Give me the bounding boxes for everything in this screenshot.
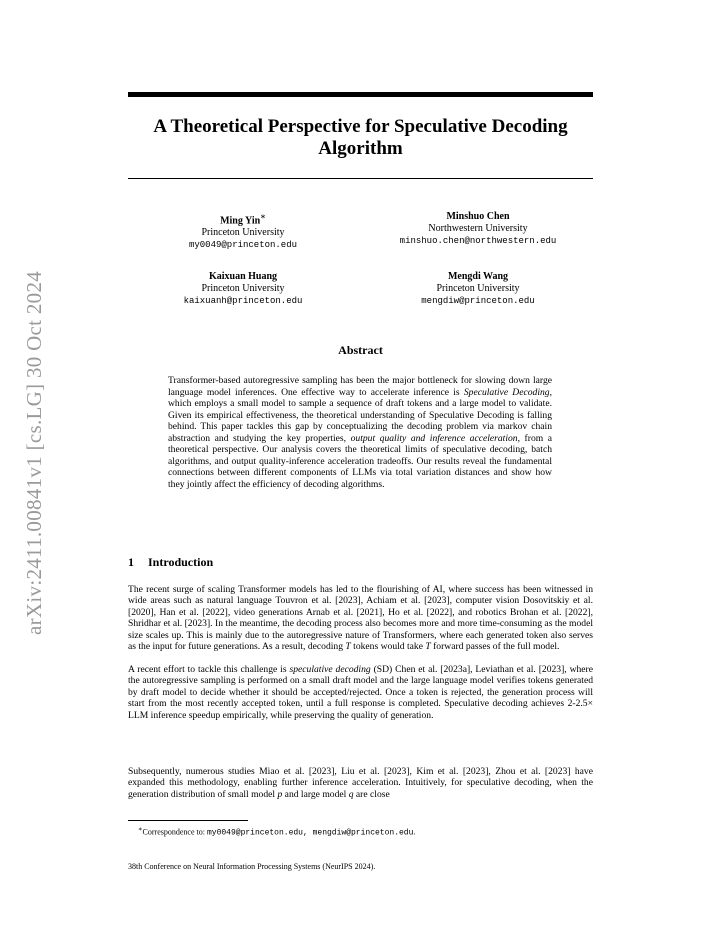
author-affiliation: Northwestern University [428, 223, 528, 234]
footnote-mark: ∗ [138, 826, 143, 833]
math-variable: T [425, 641, 431, 653]
abstract-emphasis: Speculative Decoding [463, 386, 550, 398]
paragraph-text: forward passes of the full model. [430, 641, 560, 653]
section-heading [128, 555, 593, 570]
abstract-text: Transformer-based autoregressive sampling has been the major bottleneck for slowing down large language model inferences. One effective way to accelerate inference is [168, 375, 552, 398]
abstract-body [168, 375, 552, 490]
author-footnote-mark: ∗ [260, 212, 266, 221]
abstract-heading: Abstract [338, 343, 383, 357]
author-3 [128, 271, 358, 307]
paragraph-text: and large model [282, 788, 349, 800]
paragraph-text: The recent surge of scaling Transformer models has led to the flourishing of AI, where success has been witnessed in wide areas such as natural language Touvron et al. [2023], Achiam et al. [2023], computer vision Dosovitskiy et al. [2020], Han et al. [2022], video generations Arnab et al. [2021], Ho et al. [2022], and robotics Brohan et al. [2022], Shridhar et al. [2023]. In the meantime, the decoding process also becomes more and more time-consuming as the model size scales up. This is mainly due to the autoregressive nature of Transformers, where each generated token also serves as the input for future generations. As a result, decoding [128, 584, 593, 653]
author-affiliation: Princeton University [436, 283, 520, 294]
math-variable: q [348, 788, 354, 800]
arxiv-watermark: arXiv:2411.00841v1 [cs.LG] 30 Oct 2024 [22, 270, 46, 636]
abstract-text: , which employs a small model to sample a sequence of draft tokens and a large model to validate. Given its empirical effectiveness, the theoretical understanding of Speculative Decoding is falling behind. This paper tackles this gap by conceptualizing the decoding problem via markov chain abstraction and studying the key properties, [168, 386, 553, 444]
intro-paragraph-1 [128, 584, 593, 652]
title-bottom-rule [128, 178, 593, 179]
author-name: Ming Yin [220, 215, 261, 227]
footnote-emails[interactable]: my0049@princeton.edu, mengdiw@princeton.edu [206, 828, 414, 838]
paper-title: A Theoretical Perspective for Speculative Decoding Algorithm [153, 116, 568, 159]
author-name: Mengdi Wang [447, 271, 509, 282]
paragraph-text: tokens would take [350, 641, 426, 653]
author-1 [128, 211, 358, 251]
section-title: Introduction [148, 555, 214, 569]
footnote-text: Correspondence to: [142, 827, 207, 837]
author-email[interactable]: my0049@princeton.edu [188, 240, 298, 251]
abstract-text: , from a theoretical perspective. Our analysis covers the theoretical limits of speculative decoding, batch algorithms, and output quality-inference acceleration tradeoffs. Our results reveal the fundamental connections between different components of LLMs via total variation distances and show how they jointly affect the efficiency of decoding algorithms. [168, 432, 553, 490]
paragraph-emphasis: speculative decoding [289, 664, 371, 675]
title-top-rule [128, 92, 593, 97]
author-email[interactable]: mengdiw@princeton.edu [421, 296, 535, 306]
paragraph-text: Subsequently, numerous studies Miao et al. [2023], Liu et al. [2023], Kim et al. [2023], Zhou et al. [2023] have expanded this methodology, enabling further inference acceleration. Intuitively, for speculative decoding, when the generation distribution of small model [128, 766, 593, 800]
footnote-end: . [413, 827, 416, 837]
author-2 [363, 211, 593, 247]
footnote-rule [128, 820, 248, 821]
author-affiliation: Princeton University [201, 227, 285, 239]
author-email[interactable]: minshuo.chen@northwestern.edu [399, 236, 557, 246]
paragraph-text: are close [353, 788, 390, 800]
paragraph-text: (SD) Chen et al. [2023a], Leviathan et al. [2023], where the autoregressive sampling is performed on a small draft model and the large language model verifies tokens generated by draft model to decide whether it should be accepted/rejected. Once a token is rejected, the generation process will start from the most recently accepted token, until a full response is completed. Speculative decoding achieves 2-2.5× LLM inference speedup empirically, while preserving the quality of generation. [128, 664, 594, 721]
author-name: Kaixuan Huang [208, 271, 278, 282]
section-number: 1 [128, 555, 134, 569]
conference-note: 38th Conference on Neural Information Processing Systems (NeurIPS 2024). [128, 862, 376, 871]
paragraph-text: A recent effort to tackle this challenge is [128, 664, 290, 675]
math-variable: p [277, 788, 283, 800]
author-email[interactable]: kaixuanh@princeton.edu [183, 296, 303, 306]
intro-paragraph-2 [128, 664, 593, 721]
intro-paragraph-3 [128, 766, 593, 800]
abstract-emphasis: output quality and inference acceleration [350, 432, 518, 444]
math-variable: T [345, 641, 351, 653]
footnote [138, 825, 593, 839]
author-affiliation: Princeton University [201, 283, 285, 294]
author-name: Minshuo Chen [446, 211, 510, 222]
author-4 [363, 271, 593, 307]
